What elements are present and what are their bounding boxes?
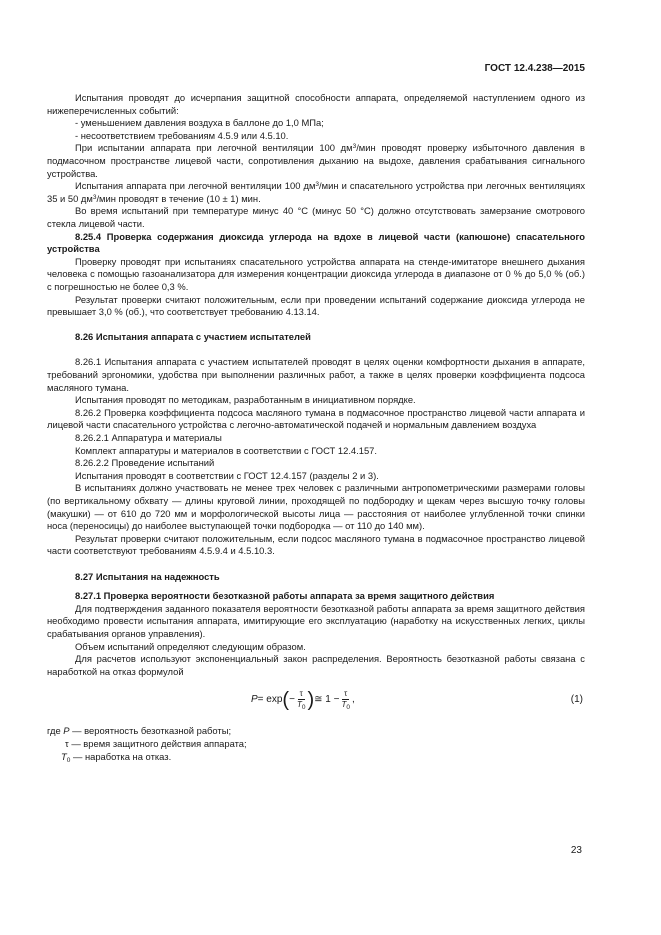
- formula: [251, 689, 355, 710]
- paragraph: В испытаниях должно участвовать не менее трех человек с различными антропометрическими размерами головы (по вертикальному обхвату — длины круговой линии, проходящей по подбородку и щекам через высшую точку головы (макушки) — от 610 до 720 мм и морфологической высоты лица — расстояния от наиболее углубленной точки спинки носа (переносицы) до наиболее выступающей точки подбородка — от 110 до 140 мм).: [47, 482, 585, 532]
- paragraph: Испытания проводят до исчерпания защитной способности аппарата, определяемой наступлением одного из нижеперечисленных событий:: [47, 92, 585, 116]
- where-line: [47, 725, 585, 738]
- list-item: - уменьшением давления воздуха в баллоне до 1,0 МПа;: [75, 117, 324, 129]
- list-item: - несоответствием требованиям 4.5.9 или 4.5.10.: [75, 129, 289, 141]
- where-lead: где: [47, 725, 64, 737]
- fraction-denominator: [341, 700, 350, 710]
- formula-block: [47, 681, 585, 721]
- paragraph: Для подтверждения заданного показателя вероятности безотказной работы аппарата за время защитного действия необходимо провести испытания аппарата, имитирующие его эксплуатацию (наработку на искусственных легких, циклы срабатывания органов управления).: [47, 602, 585, 639]
- superscript: 3: [315, 181, 320, 189]
- page-number: 23: [570, 845, 582, 856]
- paragraph: Испытания проводят в соответствии с ГОСТ 12.4.157 (разделы 2 и 3).: [75, 469, 379, 481]
- spacer: [47, 583, 585, 590]
- spacer: [47, 344, 585, 357]
- subsection-heading: 8.26.2.1 Аппаратура и материалы: [75, 432, 222, 444]
- formula-fraction: [297, 689, 306, 710]
- formula-T: T: [341, 700, 347, 710]
- text-run: Испытания аппарата при легочной вентиляции 100 дм: [75, 180, 316, 192]
- formula-fraction: [341, 689, 350, 710]
- formula-exp: = exp: [257, 693, 283, 705]
- where-symbol: P: [63, 725, 70, 737]
- paragraph: Проверку проводят при испытаниях спасательного устройства аппарата на стенде-имитаторе внешнего дыхания человека с помощью газоанализатора для измерения концентрации диоксида углерода в диапазоне от 0 % до 5,0 % (об.) с погрешностью не более 0,3 %.: [47, 255, 585, 292]
- subscript: 0: [346, 704, 350, 712]
- paragraph: 8.26.1 Испытания аппарата с участием испытателей проводят в целях оценки комфортности дыхания в аппарате, требований эргономики, удобства при выполнении различных работ, а также в целях проверки коэффициента подсоса масляного тумана.: [47, 356, 585, 393]
- formula-tail: ,: [351, 693, 355, 705]
- formula-approx: ≅ 1 −: [314, 693, 340, 705]
- paragraph: Результат проверки считают положительным, если подсос масляного тумана в подмасочное пространство лицевой части соответствуют требованиям 4.5.9.4 и 4.5.10.3.: [47, 532, 585, 557]
- section-heading: 8.26 Испытания аппарата с участием испытателей: [75, 331, 311, 343]
- where-desc: — время защитного действия аппарата;: [68, 737, 247, 749]
- where-desc: — наработка на отказ.: [70, 750, 172, 762]
- text-run: /мин проводят в течение (10 ± 1) мин.: [96, 192, 261, 204]
- formula-number: (1): [570, 694, 583, 706]
- paragraph: Результат проверки считают положительным, если при проведении испытаний содержание диоксида углерода не превышает 3,0 % (об.), что соответствует требованию 4.13.14.: [47, 293, 585, 318]
- superscript: 3: [92, 193, 97, 201]
- formula-paren: ): [307, 688, 315, 711]
- formula-lhs: P: [251, 693, 258, 705]
- where-line: [47, 738, 585, 751]
- subsection-heading: 8.26.2.2 Проведение испытаний: [75, 457, 215, 469]
- paragraph: Для расчетов используют экспоненциальный закон распределения. Вероятность безотказной работы связана с наработкой на отказ формулой: [47, 653, 585, 677]
- where-symbol: τ: [65, 737, 69, 749]
- formula-paren: (: [282, 688, 290, 711]
- section-heading: 8.25.4 Проверка содержания диоксида углерода на вдохе в лицевой части (капюшоне) спасательного устройства: [47, 230, 585, 255]
- where-symbol: T: [61, 750, 67, 762]
- paragraph: Объем испытаний определяют следующим образом.: [75, 640, 306, 652]
- superscript: 3: [352, 143, 357, 151]
- section-heading: 8.27.1 Проверка вероятности безотказной работы аппарата за время защитного действия: [75, 590, 495, 602]
- text-run: При испытании аппарата при легочной вентиляции 100 дм: [75, 142, 353, 154]
- text-run: /мин проводят проверку избыточного давления в подмасочном пространстве лицевой части, сопротивления дыханию на выдохе, давления срабатывания сигнального устройства.: [47, 142, 585, 179]
- text-run: /мин и спасательного устройства при легочных вентиляциях 35 и 50 дм: [47, 180, 586, 204]
- paragraph: [47, 142, 585, 180]
- standard-header: ГОСТ 12.4.238—2015: [484, 63, 585, 74]
- paragraph: [47, 180, 585, 205]
- formula-T: T: [296, 700, 302, 710]
- paragraph: Испытания проводят по методикам, разработанным в инициативном порядке.: [75, 394, 416, 406]
- formula-minus: −: [289, 693, 295, 705]
- where-desc: — вероятность безотказной работы;: [69, 725, 232, 737]
- subscript: 0: [66, 756, 71, 764]
- where-line: [47, 751, 585, 764]
- spacer: [47, 319, 585, 332]
- paragraph: Во время испытаний при температуре минус 40 °С (минус 50 °С) должно отсутствовать замерзание смотрового стекла лицевой части.: [47, 205, 585, 229]
- fraction-numerator: τ: [299, 689, 303, 699]
- paragraph: 8.26.2 Проверка коэффициента подсоса масляного тумана в подмасочное пространство лицевой части аппарата и лицевой части спасательного устройства с легочно-автоматической подачей и нормальным давлением воздуха: [47, 406, 585, 431]
- section-heading: 8.27 Испытания на надежность: [75, 570, 220, 582]
- fraction-denominator: [297, 700, 306, 710]
- paragraph: Комплект аппаратуры и материалов в соответствии с ГОСТ 12.4.157.: [75, 444, 377, 456]
- subscript: 0: [301, 704, 306, 712]
- fraction-numerator: τ: [344, 689, 348, 699]
- page-body: [47, 92, 585, 763]
- spacer: [47, 558, 585, 571]
